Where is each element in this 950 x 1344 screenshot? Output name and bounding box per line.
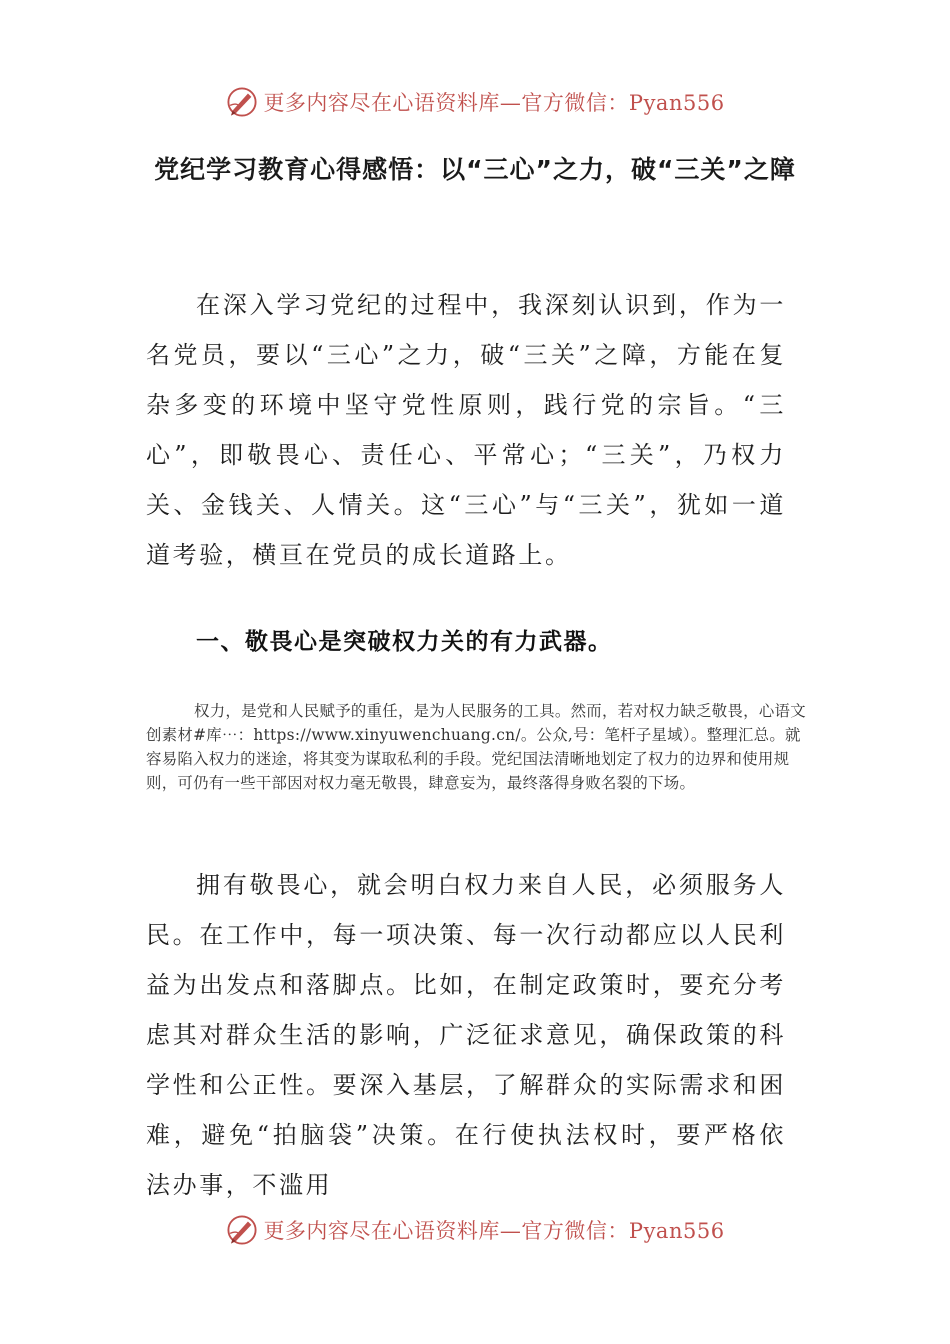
footer-banner [0,1210,950,1250]
header-banner-text: 更多内容尽在心语资料库—官方微信：Pyan556 [263,91,725,115]
pen-logo-icon [225,1213,259,1247]
intro-paragraph: 在深入学习党纪的过程中，我深刻认识到，作为一名党员，要以“三心”之力，破“三关”之障，方能在复杂多变的环境中坚守党性原则，践行党的宗旨。“三心”，即敬畏心、责任心、平常心；“三关”，乃权力关、金钱关、人情关。这“三心”与“三关”，犹如一道道考验，横亘在党员的成长道路上。 [146,291,786,569]
section-heading: 一、敬畏心是突破权力关的有力武器。 [196,629,613,655]
small-paragraph: 权力，是党和人民赋予的重任，是为人民服务的工具。然而，若对权力缺乏敬畏，心语文创素材#库⋯：https://www.xinyuwenchuang.cn/。公众,号：笔杆子星域）。整理汇总。就容易陷入权力的迷途，将其变为谋取私利的手段。党纪国法清晰地划定了权力的边界和使用规则，可仍有一些干部因对权力毫无敬畏，肆意妄为，最终落得身败名裂的下场。 [146,702,806,792]
footer-banner-text: 更多内容尽在心语资料库—官方微信：Pyan556 [263,1219,725,1243]
pen-logo-icon [225,85,259,119]
document-title: 党纪学习教育心得感悟：以“三心”之力，破“三关”之障 [154,155,796,184]
body-paragraph: 拥有敬畏心，就会明白权力来自人民，必须服务人民。在工作中，每一项决策、每一次行动都应以人民利益为出发点和落脚点。比如，在制定政策时，要充分考虑其对群众生活的影响，广泛征求意见，确保政策的科学性和公正性。要深入基层，了解群众的实际需求和困难，避免“拍脑袋”决策。在行使执法权时，要严格依法办事，不滥用 [146,871,786,1199]
header-banner [0,82,950,122]
